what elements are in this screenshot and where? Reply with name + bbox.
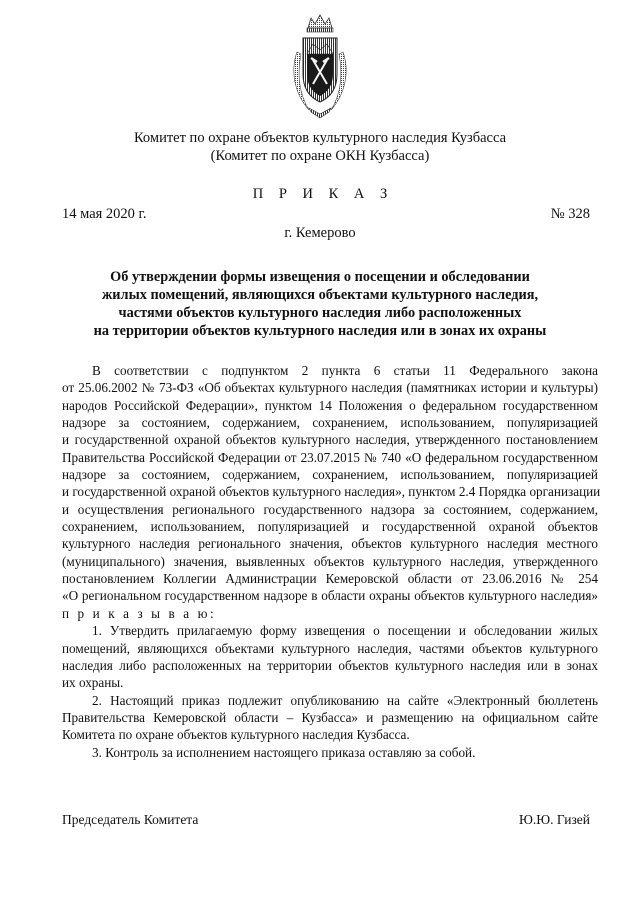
order-number: № 328 xyxy=(550,206,590,222)
preamble-line: и осуществления регионального государственного надзора за состоянием, содержанием, xyxy=(62,501,598,517)
item-3-line: 3. Контроль за исполнением настоящего приказа оставляю за собой. xyxy=(92,744,476,760)
signatory-position: Председатель Комитета xyxy=(62,812,199,827)
order-title xyxy=(0,268,640,340)
preamble-line: народов Российской Федерации», пунктом 14 Положения о федеральном государственном xyxy=(62,397,598,413)
preamble-line: культурного наследия регионального значения, объектов культурного наследия местного xyxy=(62,536,598,552)
item-2-line: 2. Настоящий приказ подлежит опубликованию на сайте «Электронный бюллетень xyxy=(92,692,598,708)
order-body xyxy=(62,362,601,761)
item-2-line: Комитета по охране объектов культурного наследия Кузбасса. xyxy=(62,727,410,743)
item-1-line: наследия либо расположенных на территории объектов культурного наследия или в зонах xyxy=(62,657,598,673)
preamble-line: надзоре за состоянием, содержанием, сохранением, использованием, популяризацией xyxy=(62,415,598,431)
preamble-line: «О региональном государственном надзоре в области охраны объектов культурного наследия» xyxy=(62,588,598,604)
preamble-line: постановлением Коллегии Администрации Кемеровской области от 23.06.2016 № 254 xyxy=(62,571,598,587)
title-line: на территории объектов культурного наследия или в зонах их охраны xyxy=(93,323,547,339)
kuzbass-coat-of-arms-icon xyxy=(289,14,351,120)
signatory-name: Ю.Ю. Гизей xyxy=(519,812,590,827)
order-date: 14 мая 2020 г. xyxy=(62,206,147,222)
organization-short-name: (Комитет по охране ОКН Кузбасса) xyxy=(210,148,430,164)
title-line: Об утверждении формы извещения о посещении и обследовании xyxy=(110,269,530,285)
preamble-line: и государственной охраной объектов культурного наследия», пунктом 2.4 Порядка организации xyxy=(62,484,601,500)
item-2-line: Правительства Кемеровской области – Кузбасса» и размещению на официальном сайте xyxy=(62,709,598,725)
preamble-line: (муниципального) значения, выявленных объектов культурного наследия, утвержденного xyxy=(62,553,598,569)
preamble-line: Правительства Российской Федерации от 23.07.2015 № 740 «О федеральном государственном xyxy=(62,449,598,465)
title-line: жилых помещений, являющихся объектами культурного наследия, xyxy=(101,287,539,303)
item-1-line: 1. Утвердить прилагаемую форму извещения о посещении и обследовании жилых xyxy=(92,623,598,639)
item-1-line: помещений, являющихся объектами культурного наследия, частями объектов культурного xyxy=(62,640,598,656)
order-city: г. Кемерово xyxy=(284,225,356,241)
preamble-line: надзоре за состоянием, содержанием, сохранением, использованием, популяризацией xyxy=(62,467,598,483)
organization-full-name: Комитет по охране объектов культурного наследия Кузбасса xyxy=(133,130,507,146)
item-1-line: их охраны. xyxy=(62,675,124,691)
title-line: частями объектов культурного наследия либо расположенных xyxy=(118,305,522,321)
preamble-line: и государственной охраной объектов культурного наследия, утвержденного постановлением xyxy=(62,432,598,448)
preamble-line: сохранением, использованием, популяризацией и государственной охраной объектов xyxy=(62,519,598,535)
document-type-heading: П Р И К А З xyxy=(252,186,394,202)
order-word: п р и к а з ы в а ю: xyxy=(62,605,217,621)
preamble-line: от 25.06.2002 № 73-ФЗ «Об объектах культурного наследия (памятниках истории и культуры) xyxy=(62,380,598,396)
preamble-line: В соответствии с подпунктом 2 пункта 6 статьи 11 Федерального закона xyxy=(92,363,598,378)
